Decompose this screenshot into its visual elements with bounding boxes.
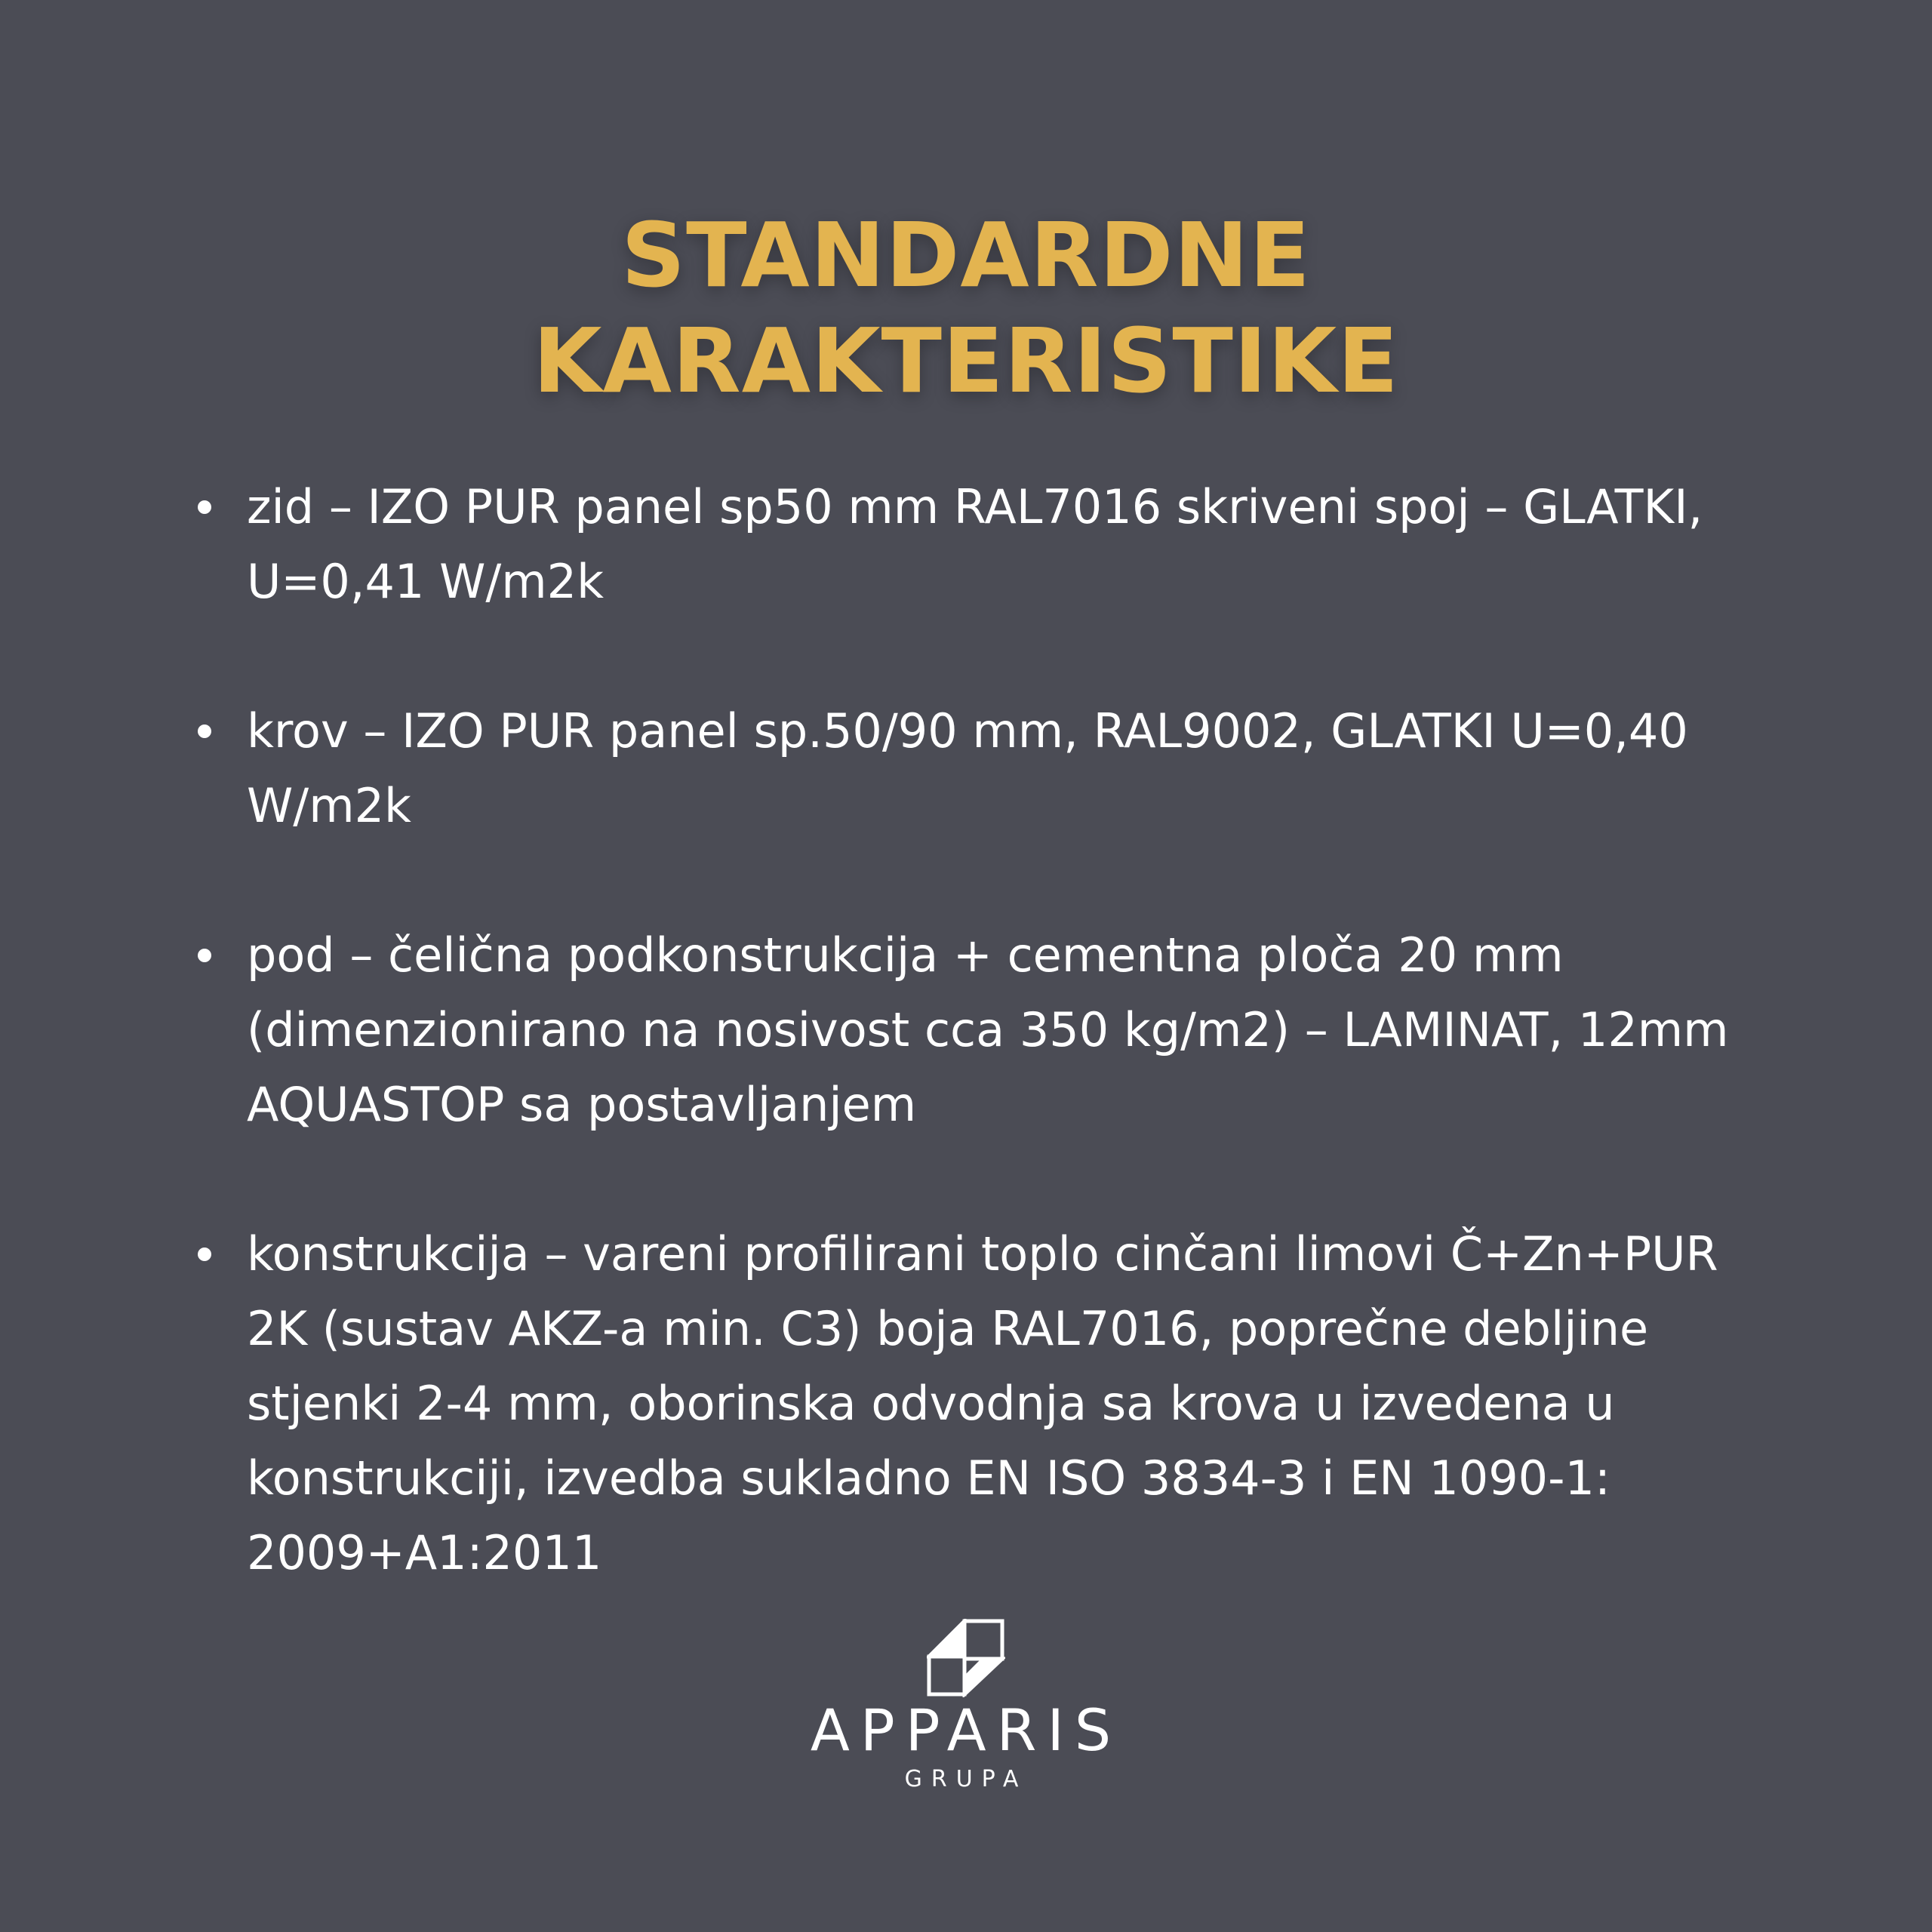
brand-logo (792, 1619, 1140, 1800)
brand-name: APPARIS (810, 1697, 1122, 1764)
apparis-squares-logo-icon (927, 1619, 1005, 1697)
feature-item-floor: pod – čelična podkonstrukcija + cementna ploča 20 mm (dimenzionirano na nosivost cca 350 kg/m2) – LAMINAT, 12mm AQUASTOP sa postavljanjem (189, 918, 1781, 1142)
page-title-line-2: KARAKTERISTIKE (533, 309, 1399, 413)
features-list (189, 469, 1781, 1665)
feature-item-wall: zid – IZO PUR panel sp50 mm RAL7016 skriveni spoj – GLATKI, U=0,41 W/m2k (189, 469, 1781, 619)
feature-item-construction: konstrukcija – vareni profilirani toplo cinčani limovi Č+Zn+PUR 2K (sustav AKZ-a min. C3) boja RAL7016, poprečne debljine stjenki 2-4 mm, oborinska odvodnja sa krova u izvedena u konstrukciji, izvedba sukladno EN ISO 3834-3 i EN 1090-1: 2009+A1:2011 (189, 1217, 1781, 1590)
page-title-line-1: STANDARDNE (621, 203, 1311, 307)
feature-item-roof: krov – IZO PUR panel sp.50/90 mm, RAL9002, GLATKI U=0,40 W/m2k (189, 694, 1781, 843)
page-title (0, 202, 1932, 414)
brand-subtitle: GRUPA (904, 1766, 1028, 1792)
